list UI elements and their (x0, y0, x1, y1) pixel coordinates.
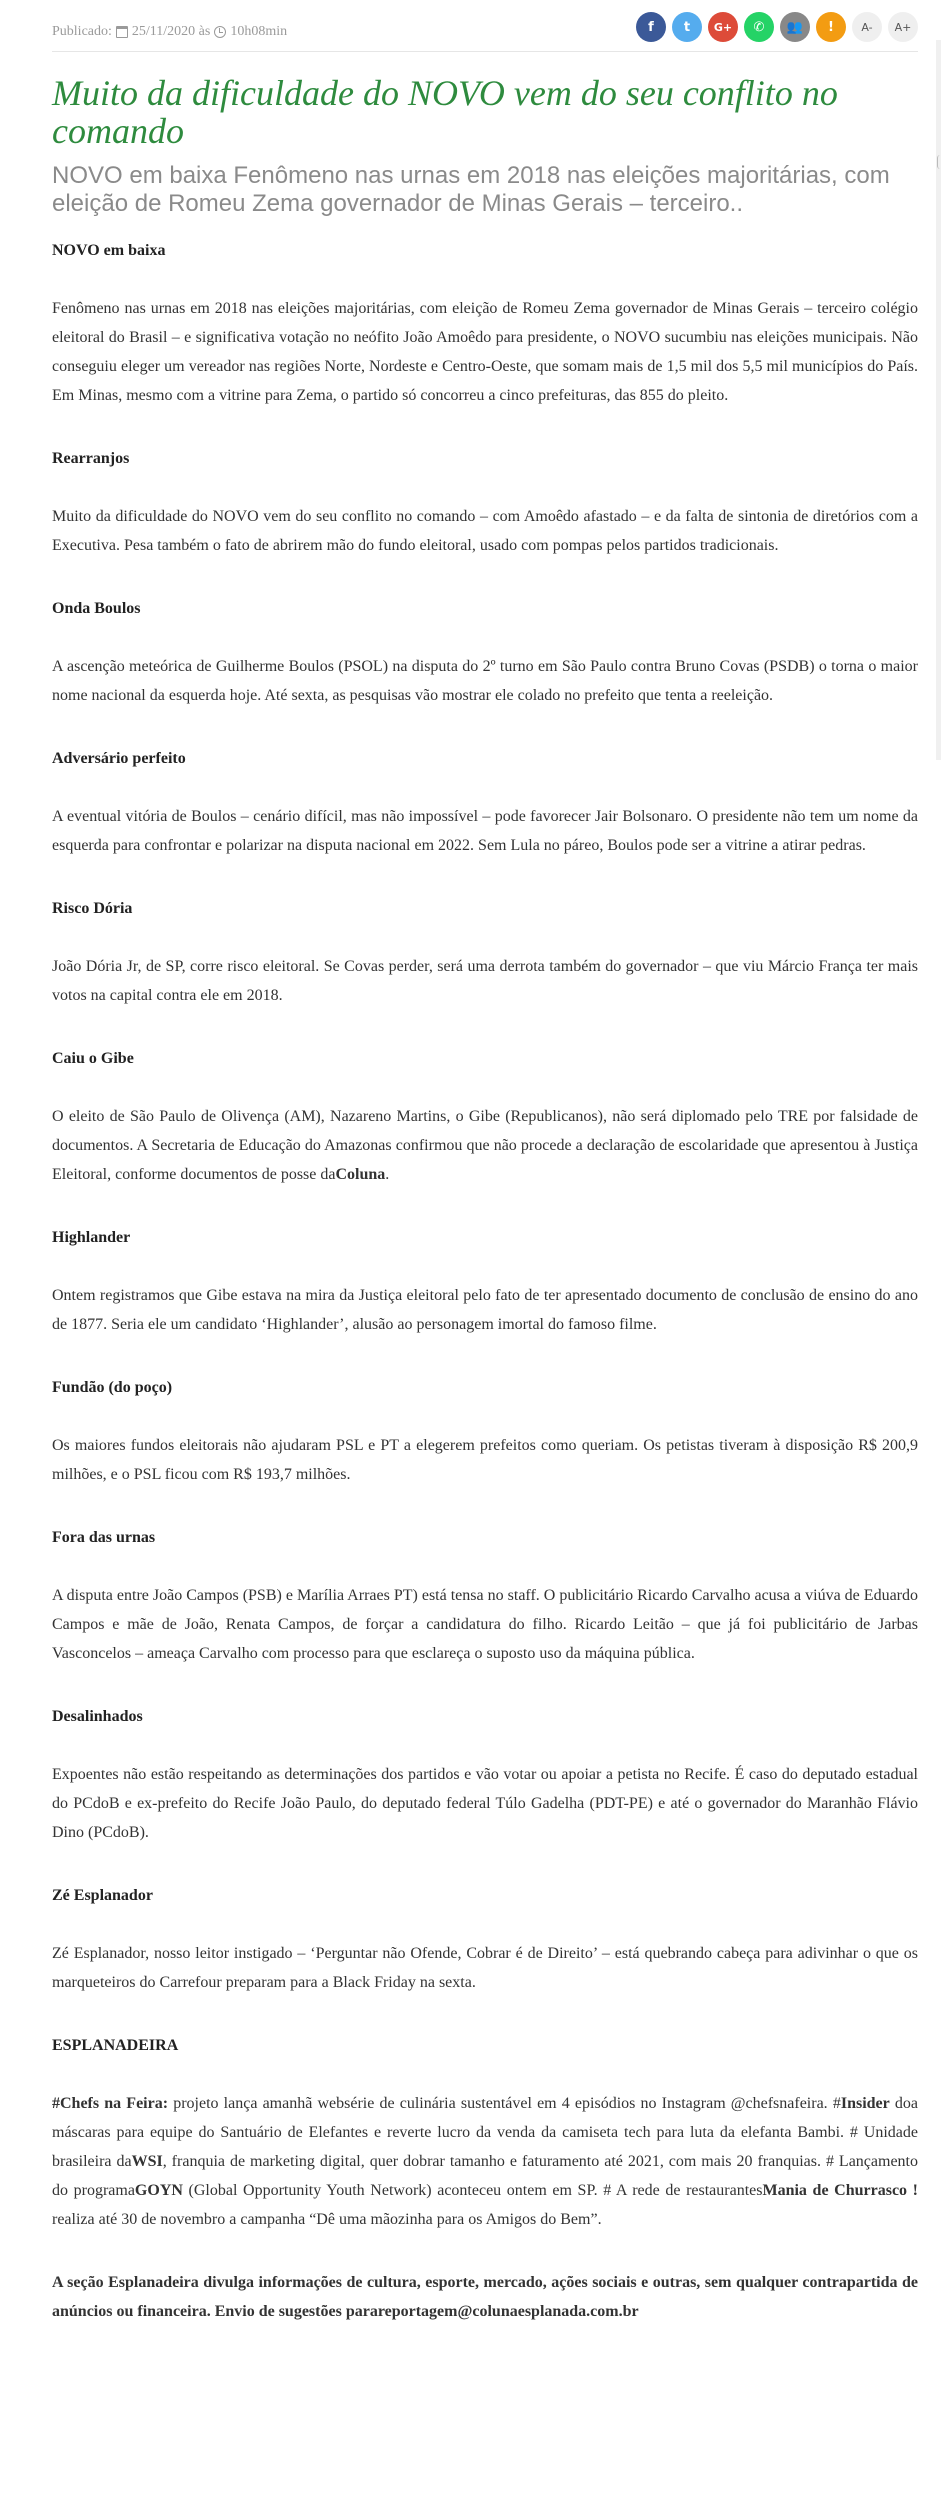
bold-term: WSI (131, 2153, 163, 2170)
section-heading: Fundão (do poço) (52, 1379, 173, 1396)
clock-icon (214, 26, 226, 38)
section-heading: Zé Esplanador (52, 1887, 153, 1904)
publish-info (52, 24, 287, 40)
section-paragraph: Zé Esplanador, nosso leitor instigado – ‘Perguntar não Ofende, Cobrar é de Direito’ – está quebrando cabeça para adivinhar o que os marqueteiros do Carrefour preparam para a Black Friday na sexta. (52, 1945, 918, 1991)
publish-time: 10h08min (230, 24, 288, 39)
section-paragraph: João Dória Jr, de SP, corre risco eleitoral. Se Covas perder, será uma derrota também do governador – que viu Márcio França ter mais votos na capital contra ele em 2018. (52, 958, 918, 1004)
bold-term: GOYN (134, 2182, 183, 2199)
esplanadeira-heading: ESPLANADEIRA (52, 2037, 179, 2054)
bold-term: Mania de Churrasco ! (762, 2182, 918, 2199)
section-paragraph: A disputa entre João Campos (PSB) e Marília Arraes PT) está tensa no staff. O publicitário Ricardo Carvalho acusa a viúva de Eduardo Campos e mãe de João, Renata Campos, de forçar a candidatura do filho. Ricardo Leitão – que já foi publicitário de Jarbas Vasconcelos – ameaça Carvalho com processo para que esclareça o suposto uso da máquina pública. (52, 1587, 918, 1662)
section-paragraph (52, 1102, 918, 1189)
section-paragraph: Os maiores fundos eleitorais não ajudaram PSL e PT a elegerem prefeitos como queriam. Os petistas tiveram à disposição R$ 200,9 milhões, e o PSL ficou com R$ 193,7 milhões. (52, 1437, 918, 1483)
google-plus-icon: G+ (713, 20, 733, 34)
section-heading: Desalinhados (52, 1708, 143, 1725)
alert-icon: ! (828, 19, 834, 35)
section-paragraph: Fenômeno nas urnas em 2018 nas eleições majoritárias, com eleição de Romeu Zema governador de Minas Gerais – terceiro colégio eleitoral do Brasil – e significativa votação no neófito João Amoêdo para presidente, o NOVO sucumbiu nas eleições municipais. Não conseguiu eleger um vereador nas regiões Norte, Nordeste e Centro-Oeste, que somam mais de 1,5 mil dos 5,5 mil municípios do País. Em Minas, mesmo com a vitrine para Zema, o partido só concorreu a cinco prefeituras, das 855 do pleito. (52, 300, 918, 404)
scroll-handle[interactable] (937, 155, 941, 169)
google-plus-share-button[interactable] (708, 12, 738, 42)
share-toolbar (636, 12, 918, 42)
publish-date: 25/11/2020 às (131, 24, 211, 39)
scrollbar-track[interactable] (936, 40, 941, 760)
section-heading: Rearranjos (52, 450, 130, 467)
article-subtitle: NOVO em baixa Fenômeno nas urnas em 2018 nas eleições majoritárias, com eleição de Romeu Zema governador de Minas Gerais – terceiro.. (52, 162, 890, 217)
section-paragraph: Ontem registramos que Gibe estava na mira da Justiça eleitoral pelo fato de ter apresentado documento de conclusão de ensino do ano de 1877. Seria ele um candidato ‘Highlander’, alusão ao personagem imortal do famoso filme. (52, 1287, 918, 1333)
article-meta-bar (52, 12, 918, 52)
esplanadeira-paragraph (52, 2089, 918, 2234)
section-heading: Caiu o Gibe (52, 1050, 134, 1067)
bold-term: Insider (840, 2095, 890, 2112)
group-share-button[interactable] (780, 12, 810, 42)
font-decrease-button[interactable]: A- (852, 12, 882, 42)
section-heading: Onda Boulos (52, 600, 141, 617)
paragraph-bold: Coluna (335, 1166, 386, 1183)
article-body (52, 236, 918, 2326)
section-heading: Adversário perfeito (52, 750, 186, 767)
whatsapp-share-button[interactable] (744, 12, 774, 42)
section-heading: Fora das urnas (52, 1529, 156, 1546)
section-heading: Risco Dória (52, 900, 133, 917)
section-paragraph: A ascenção meteórica de Guilherme Boulos (PSOL) na disputa do 2º turno em São Paulo contra Bruno Covas (PSDB) o torna o maior nome nacional da esquerda hoje. Até sexta, as pesquisas vão mostrar ele colado no prefeito que tenta a reeleição. (52, 658, 918, 704)
paragraph-text: O eleito de São Paulo de Olivença (AM), Nazareno Martins, o Gibe (Republicanos), não será diplomado pelo TRE por falsidade de documentos. A Secretaria de Educação do Amazonas confirmou que não procede a declaração de escolaridade que apresentou à Justiça Eleitoral, conforme documentos de posse da (52, 1108, 918, 1183)
report-error-button[interactable] (816, 12, 846, 42)
section-paragraph: A eventual vitória de Boulos – cenário difícil, mas não impossível – pode favorecer Jair Bolsonaro. O presidente não tem um nome da esquerda para confrontar e polarizar na disputa nacional em 2022. Sem Lula no páreo, Boulos pode ser a vitrine a atirar pedras. (52, 808, 918, 854)
bold-term: #Chefs na Feira: (52, 2095, 169, 2112)
whatsapp-icon: ✆ (753, 19, 765, 35)
facebook-share-button[interactable] (636, 12, 666, 42)
section-paragraph: Expoentes não estão respeitando as determinações dos partidos e vão votar ou apoiar a petista no Recife. É caso do deputado estadual do PCdoB e ex-prefeito do Recife João Paulo, do deputado federal Túlo Gadelha (PDT-PE) e até o governador do Maranhão Flávio Dino (PCdoB). (52, 1766, 918, 1841)
paragraph-text: projeto lança amanhã websérie de culinária sustentável em 4 episódios no Instagram @chefsnafeira. # (168, 2095, 841, 2112)
paragraph-text: realiza até 30 de novembro a campanha “Dê uma mãozinha para os Amigos do Bem”. (52, 2211, 602, 2228)
footer-note: A seção Esplanadeira divulga informações de cultura, esporte, mercado, ações sociais e outras, sem qualquer contrapartida de anúncios ou financeira. Envio de sugestões parareportagem@colunaesplanada.com.br (52, 2274, 918, 2320)
section-paragraph: Muito da dificuldade do NOVO vem do seu conflito no comando – com Amoêdo afastado – e da falta de sintonia de diretórios com a Executiva. Pesa também o fato de abrirem mão do fundo eleitoral, usado com pompas pelos partidos tradicionais. (52, 508, 918, 554)
paragraph-text: , franquia de marketing digital, quer dobrar tamanho e faturamento até 2021, com mais 20 franquias. # Lançamento do programa (52, 2153, 918, 2199)
twitter-icon: t (683, 19, 691, 35)
published-label: Publicado: (52, 24, 112, 39)
paragraph-end: . (385, 1166, 390, 1183)
facebook-icon: f (648, 19, 654, 35)
paragraph-text: doa máscaras para equipe do Santuário de Elefantes e reverte lucro da venda da camiseta tech para luta da elefanta Bambi. # Unidade brasileira da (52, 2095, 918, 2170)
article-title: Muito da dificuldade do NOVO vem do seu conflito no comando (52, 73, 838, 151)
calendar-icon (116, 26, 128, 38)
paragraph-text: (Global Opportunity Youth Network) aconteceu ontem em SP. # A rede de restaurantes (182, 2182, 763, 2199)
font-increase-button[interactable]: A+ (888, 12, 918, 42)
group-icon: 👥 (786, 19, 804, 35)
twitter-share-button[interactable] (672, 12, 702, 42)
section-heading: NOVO em baixa (52, 242, 166, 259)
section-heading: Highlander (52, 1229, 131, 1246)
